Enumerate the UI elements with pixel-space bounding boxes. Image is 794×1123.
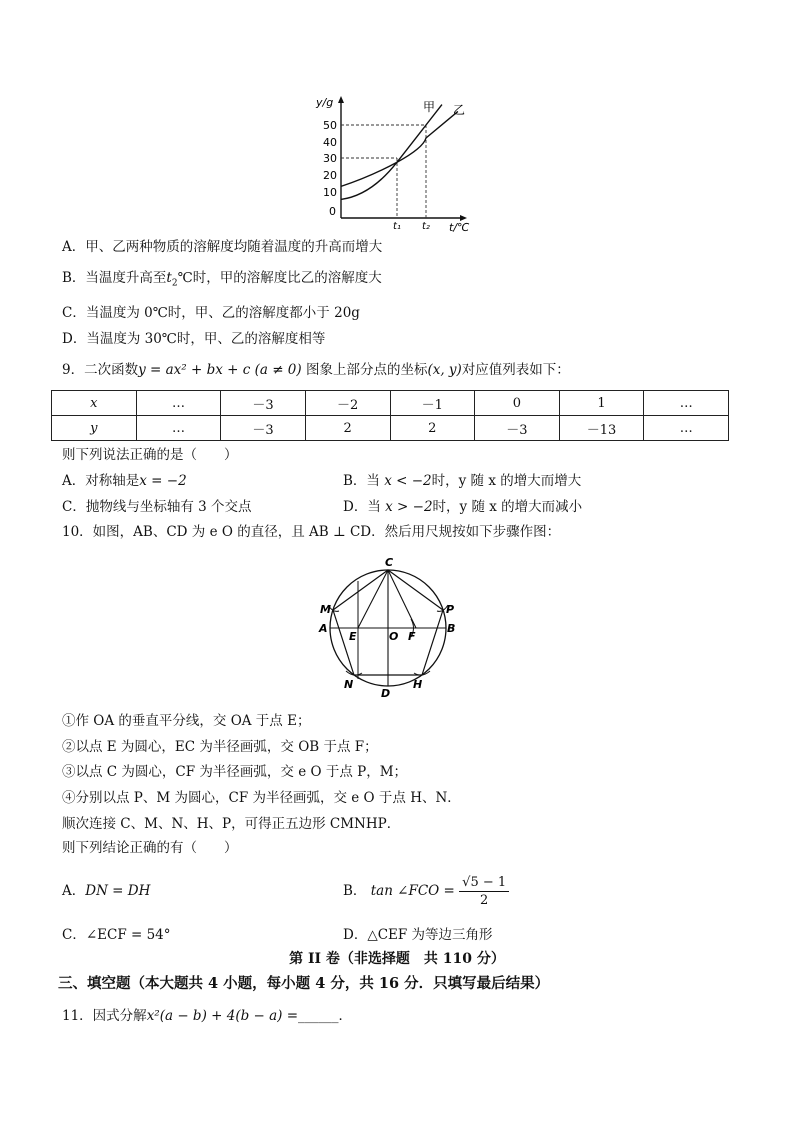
q9-stem-mid: 图象上部分点的坐标 (305, 362, 428, 378)
y-axis-label: y/g (316, 96, 334, 109)
q9-option-d-text2: 时，y 随 x 的增大而减小 (432, 499, 583, 515)
q8-option-c: C．当温度为 0℃时，甲、乙的溶解度都小于 20g (62, 305, 360, 321)
point-label-d: D (381, 687, 391, 700)
q8-option-b-prefix: B．当温度升高至 (62, 270, 167, 286)
q11-math: x²(a − b) + 4(b − a) = (146, 1008, 299, 1024)
series-label-yi: 乙 (453, 103, 466, 117)
table-cell: y (52, 416, 137, 441)
q9-stem-prefix: 9．二次函数 (62, 362, 139, 378)
q9-option-a (62, 472, 187, 490)
q10-stem: 10．如图，AB、CD 为 e O 的直径，且 AB ⊥ CD．然后用尺规按如下步骤作图： (62, 524, 561, 540)
table-cell: －3 (475, 416, 560, 441)
fraction (459, 874, 509, 909)
q8-option-b-suffix: ℃时，甲的溶解度比乙的溶解度大 (177, 270, 382, 286)
q9-option-a-math: x = −2 (139, 473, 187, 489)
point-label-h: H (413, 678, 423, 691)
table-cell: －2 (305, 391, 390, 416)
table-cell: －1 (390, 391, 475, 416)
table-cell: … (136, 416, 221, 441)
x-axis-label: t/℃ (449, 221, 470, 232)
table-cell: －13 (559, 416, 644, 441)
q11-suffix: ． (338, 1008, 353, 1024)
y-tick-label: 30 (323, 152, 337, 165)
fraction-denominator: 2 (480, 893, 489, 908)
q9-option-d (343, 498, 582, 516)
q9-option-b-text1: B．当 (343, 473, 380, 489)
point-label-e: E (349, 630, 357, 643)
q10-option-a-prefix: A． (62, 883, 86, 899)
q9-prompt: 则下列说法正确的是（ ） (62, 447, 238, 463)
point-label-a: A (319, 622, 328, 635)
y-tick-label: 10 (323, 186, 337, 199)
q9-option-d-text1: D．当 (343, 499, 381, 515)
x-tick-label: t₁ (393, 221, 401, 232)
table-row (52, 416, 729, 441)
y-tick-label: 0 (329, 205, 336, 218)
section3-heading: 三、填空题（本大题共 4 小题，每小题 4 分，共 16 分．只填写最后结果） (58, 975, 550, 992)
q9-stem-suffix: 对应值列表如下： (461, 362, 570, 378)
q9-option-b-text2: 时，y 随 x 的增大而增大 (431, 473, 582, 489)
pentagon-construction-figure (316, 551, 466, 701)
q10-option-a (62, 882, 150, 900)
series-label-jia: 甲 (423, 100, 436, 114)
q10-step-2: ②以点 E 为圆心，EC 为半径画弧，交 OB 于点 F； (62, 739, 378, 755)
q11 (62, 1007, 352, 1025)
q8-option-b (62, 269, 382, 293)
q9-stem (62, 361, 570, 379)
point-label-m: M (320, 603, 331, 616)
table-cell: 2 (305, 416, 390, 441)
q9-option-c: C．抛物线与坐标轴有 3 个交点 (62, 499, 252, 515)
q10-step-4: ④分别以点 P、M 为圆心，CF 为半径画弧，交 e O 于点 H、N． (62, 790, 461, 806)
point-label-o: O (389, 630, 399, 643)
table-cell: x (52, 391, 137, 416)
q9-formula: y = ax² + bx + c (a ≠ 0) (138, 362, 302, 378)
point-label-b: B (447, 622, 456, 635)
point-label-n: N (344, 678, 354, 691)
y-tick-label: 50 (323, 119, 337, 132)
q9-option-b (343, 472, 581, 490)
q10-option-b-math: tan ∠FCO = (370, 883, 455, 899)
table-cell: 2 (390, 416, 475, 441)
q10-step-1: ①作 OA 的垂直平分线，交 OA 于点 E； (62, 713, 311, 729)
table-row (52, 391, 729, 416)
q10-prompt: 则下列结论正确的有（ ） (62, 840, 238, 856)
q10-conclusion: 顺次连接 C、M、N、H、P，可得正五边形 CMNHP． (62, 816, 401, 832)
q11-prefix: 11．因式分解 (62, 1008, 147, 1024)
q10-option-d: D．△CEF 为等边三角形 (343, 927, 493, 943)
q10-option-b (343, 872, 509, 910)
q10-option-b-prefix: B． (343, 883, 367, 899)
table-cell: 0 (475, 391, 560, 416)
y-tick-label: 20 (323, 169, 337, 182)
q9-option-a-text: A．对称轴是 (62, 473, 140, 489)
table-cell: －3 (221, 391, 306, 416)
table-cell: … (644, 391, 729, 416)
point-label-f: F (408, 630, 416, 643)
point-label-p: P (446, 603, 455, 616)
q9-value-table (51, 390, 729, 441)
section2-title: 第 II 卷（非选择题 共 110 分） (289, 951, 505, 967)
q11-blank: ______ (298, 1008, 339, 1024)
solubility-chart (313, 92, 473, 232)
q9-coord: (x, y) (427, 362, 462, 378)
q10-option-c: C．∠ECF = 54° (62, 927, 171, 943)
q8-option-d: D．当温度为 30℃时，甲、乙的溶解度相等 (62, 331, 326, 347)
fraction-numerator: √5 − 1 (459, 874, 509, 892)
q9-option-d-math: x > −2 (385, 499, 433, 515)
table-cell: … (644, 416, 729, 441)
q8-option-b-var: t (166, 270, 172, 286)
q10-option-a-math: DN = DH (85, 883, 151, 899)
table-cell: … (136, 391, 221, 416)
table-cell: 1 (559, 391, 644, 416)
point-label-c: C (385, 556, 394, 569)
table-cell: －3 (221, 416, 306, 441)
y-tick-label: 40 (323, 136, 337, 149)
q9-option-b-math: x < −2 (384, 473, 432, 489)
x-tick-label: t₂ (422, 221, 430, 232)
q8-option-b-sub: 2 (171, 278, 178, 289)
q10-step-3: ③以点 C 为圆心，CF 为半径画弧，交 e O 于点 P，M； (62, 764, 408, 780)
q8-option-a: A．甲、乙两种物质的溶解度均随着温度的升高而增大 (62, 239, 383, 255)
